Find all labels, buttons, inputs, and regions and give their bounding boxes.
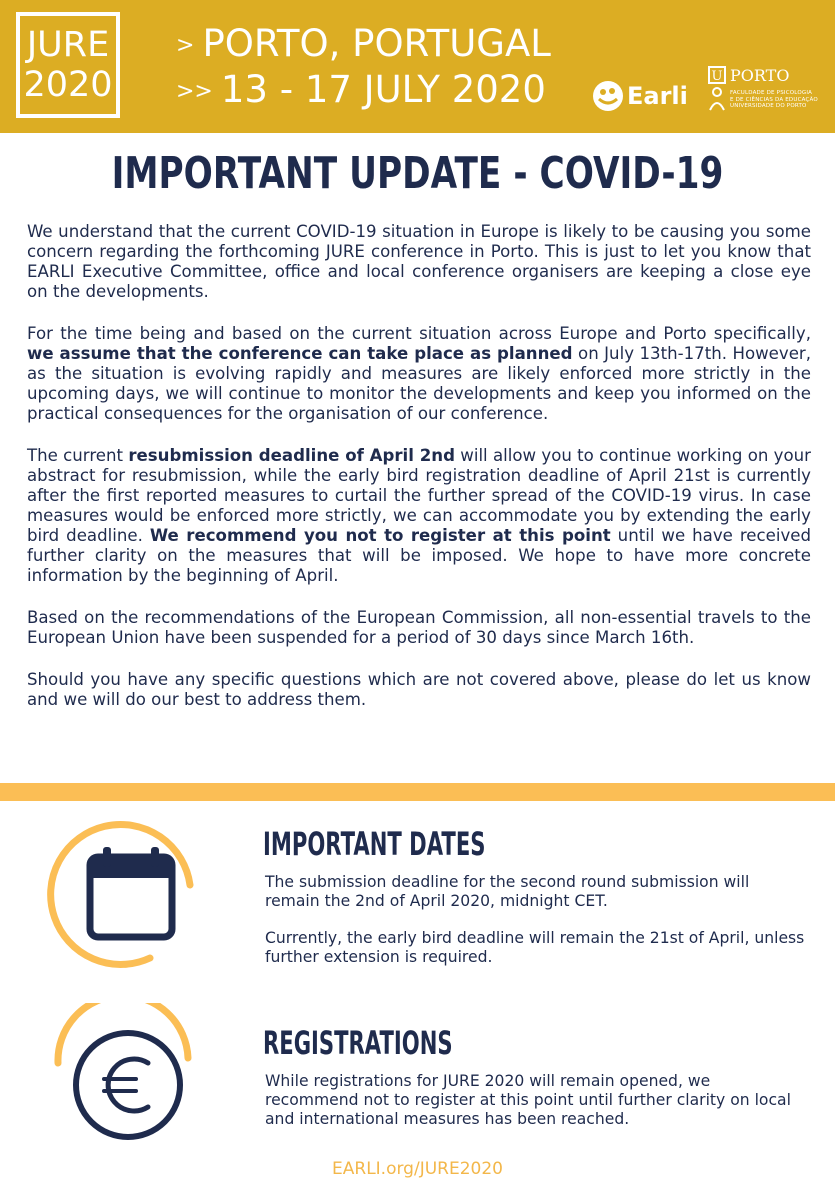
dates-text-submission: The submission deadline for the second round submission will remain the 2nd of April 2020, midnight CET.	[265, 873, 750, 910]
uporto-subtitle: FACULDADE DE PSICOLOGIA E DE CIÊNCIAS DA EDUCAÇÃO UNIVERSIDADE DO PORTO	[730, 90, 818, 109]
paragraph-concern: We understand that the current COVID-19 situation in Europe is likely to be causing you some concern regarding the forthcoming JURE conference in Porto. This is just to let you know that EARLI Executive Committee, office and local conference organisers are keeping a close eye on the developments.	[27, 222, 811, 301]
header-banner	[0, 0, 835, 133]
paragraph-planning: For the time being and based on the current situation across Europe and Porto specifically, we assume that the conference can take place as planned on July 13th-17th. However, as the situation is evolving rapidly and measures are likely enforced more strictly in the upcoming days, we will continue to monitor the developments and keep you informed on the practical consequences for the organisation of our conference.	[27, 324, 812, 423]
uporto-emblem-icon	[708, 66, 728, 112]
important-dates-heading: IMPORTANT DATES	[263, 825, 486, 863]
important-dates-text	[265, 873, 805, 985]
paragraph-questions: Should you have any specific questions which are not covered above, please do let us know and we will do our best to address them.	[27, 670, 811, 709]
update-body	[27, 222, 811, 732]
logo-line2: 2020	[23, 65, 113, 105]
chevron-right-icon: >	[176, 33, 195, 58]
location-text: PORTO, PORTUGAL	[202, 22, 551, 65]
earli-logo	[592, 80, 688, 112]
jure-logo	[16, 12, 120, 118]
calendar-icon	[40, 815, 200, 975]
dates-text-earlybird: Currently, the early bird deadline will remain the 21st of April, unless further extension is required.	[265, 929, 805, 966]
registrations-heading: REGISTRATIONS	[263, 1024, 453, 1062]
paragraph-deadlines: The current resubmission deadline of April 2nd will allow you to continue working on your abstract for resubmission, while the early bird registration deadline of April 21st is currently after the first reported measures to curtail the further spread of the COVID-19 virus. In case measures would be enforced more strictly, we can accommodate you by extending the early bird deadline. We recommend you not to register at this point until we have received further clarity on the measures that will be imposed. We hope to have more concrete information by the beginning of April.	[27, 446, 812, 585]
svg-text:U: U	[711, 69, 723, 84]
dates-line	[176, 68, 546, 111]
earli-logo-text: Earli	[627, 82, 688, 110]
page-title: IMPORTANT UPDATE - COVID-19	[111, 148, 724, 199]
uporto-name: PORTO	[730, 66, 790, 85]
section-divider	[0, 783, 835, 801]
location-line	[176, 22, 551, 65]
earli-emblem-icon	[592, 80, 624, 112]
registrations-text	[265, 1072, 805, 1147]
logo-line1: JURE	[26, 25, 110, 65]
double-chevron-right-icon: >>	[176, 79, 213, 104]
footer-link[interactable]: EARLI.org/JURE2020	[332, 1159, 503, 1179]
dates-text: 13 - 17 JULY 2020	[220, 68, 546, 111]
euro-icon	[48, 1003, 198, 1153]
registrations-text-body: While registrations for JURE 2020 will remain opened, we recommend not to register at this point until further clarity on local and international measures has been reached.	[265, 1072, 791, 1128]
paragraph-travel: Based on the recommendations of the European Commission, all non-essential travels to the European Union have been suspended for a period of 30 days since March 16th.	[27, 608, 811, 647]
